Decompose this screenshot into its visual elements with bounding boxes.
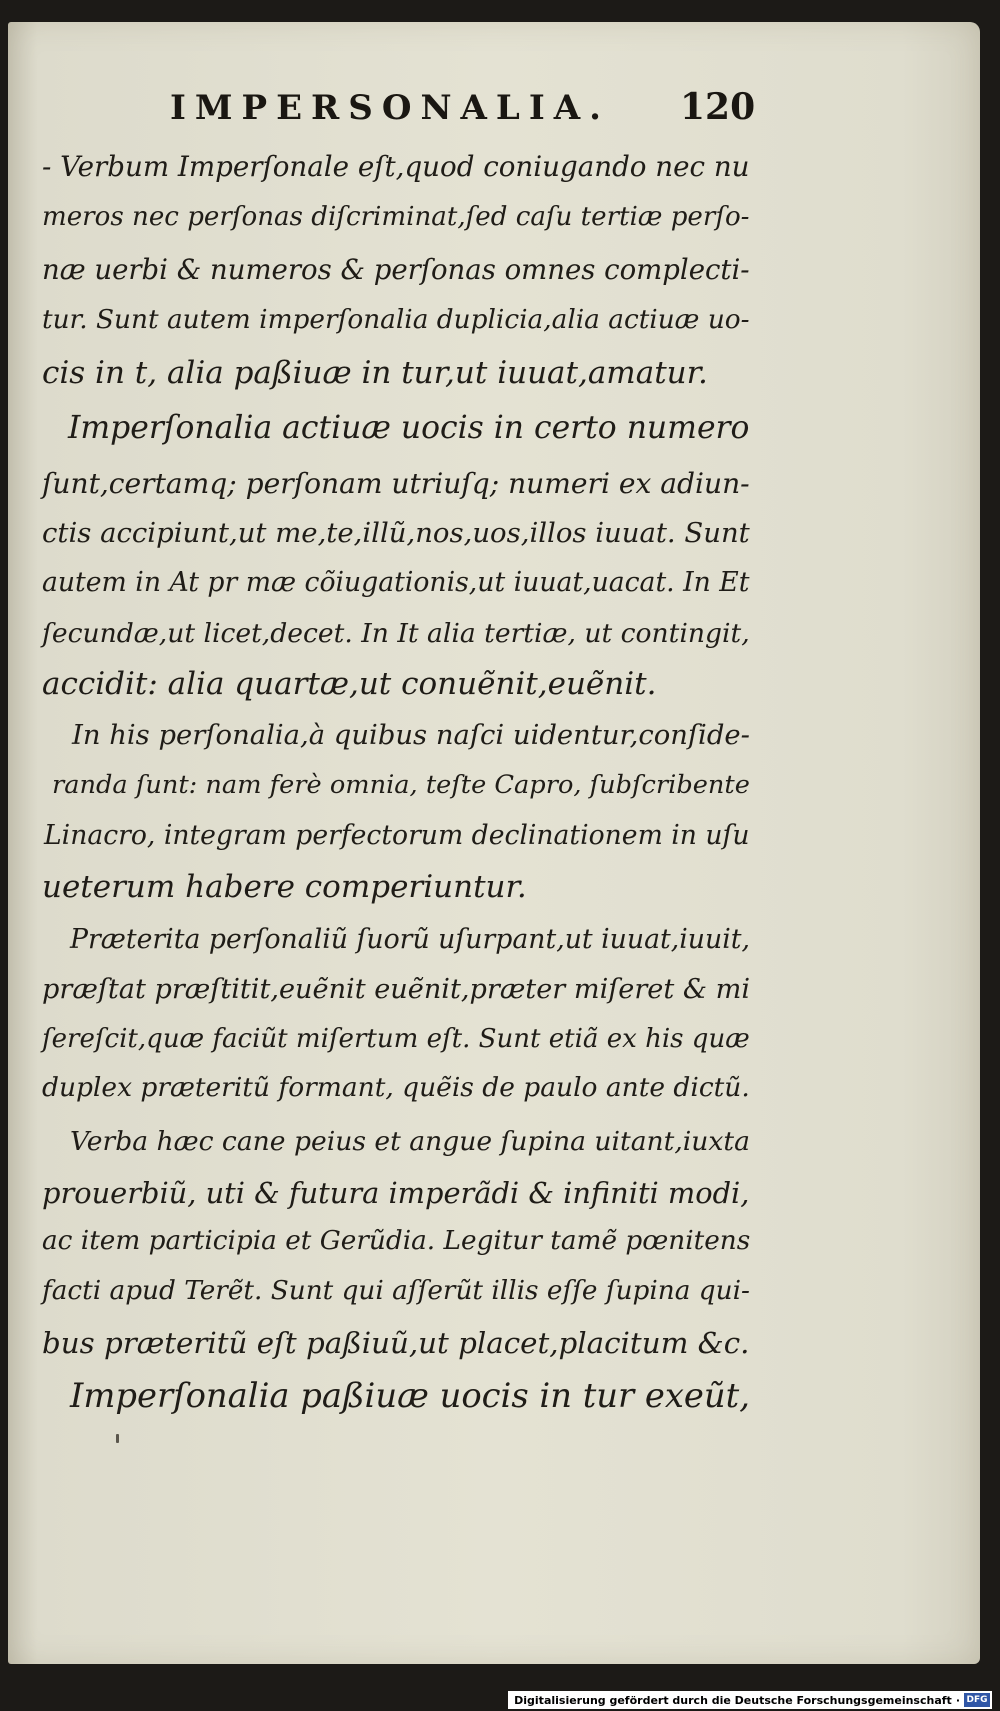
text-line: Linacro, integram perfectorum declinationem in uſu <box>44 820 750 851</box>
text-line: præſtat præſtitit,euẽnit euẽnit,præter miſeret & mi <box>42 974 751 1005</box>
text-line: ueterum habere comperiuntur. <box>42 869 527 905</box>
page-number: 120 <box>680 86 756 128</box>
text-line: facti apud Terẽt. Sunt qui aſſerũt illis eſſe ſupina qui- <box>42 1276 750 1306</box>
dfg-logo: DFG <box>964 1693 990 1707</box>
text-line: - Verbum Imperſonale eſt,quod coniugando nec nu <box>42 150 750 183</box>
text-line: autem in At pr mæ cõiugationis,ut iuuat,uacat. In Et <box>42 567 750 598</box>
text-line: ſunt,certamq; perſonam utriuſq; numeri ex adiun- <box>42 467 750 500</box>
text-line: randa ſunt: nam ferè omnia, teſte Capro, ſubſcribente <box>52 770 750 800</box>
section-heading-line: Imperſonalia actiuæ uocis in certo numero <box>68 410 750 446</box>
ink-speck <box>116 1434 119 1443</box>
running-header: IMPERSONALIA. <box>170 88 610 128</box>
text-line: tur. Sunt autem imperſonalia duplicia,alia actiuæ uo- <box>42 305 750 335</box>
funding-credit <box>508 1691 992 1709</box>
section-heading-line: Imperſonalia paßiuæ uocis in tur exeũt, <box>70 1376 750 1415</box>
text-line: næ uerbi & numeros & perſonas omnes complecti- <box>42 254 750 286</box>
text-line: ſereſcit,quæ faciũt miſertum eſt. Sunt etiã ex his quæ <box>42 1024 750 1054</box>
text-line: duplex præteritũ formant, quẽis de paulo ante dictũ. <box>42 1072 750 1103</box>
text-line: In his perſonalia,à quibus naſci uidentur,conſide- <box>72 720 750 751</box>
funding-text: Digitalisierung gefördert durch die Deutsche Forschungsgemeinschaft <box>514 1693 952 1707</box>
text-line: ctis accipiunt,ut me,te,illũ,nos,uos,illos iuuat. Sunt <box>42 517 750 549</box>
text-line: meros nec perſonas diſcriminat,ſed caſu tertiæ perſo- <box>42 202 750 232</box>
book-page <box>8 22 980 1664</box>
text-line: ac item participia et Gerũdia. Legitur tamẽ pœnitens <box>42 1226 751 1256</box>
footer-separator: · <box>955 1693 960 1707</box>
text-line: Præterita perſonaliũ ſuorũ uſurpant,ut iuuat,iuuit, <box>70 924 750 955</box>
text-line: cis in t, alia paßiuæ in tur,ut iuuat,amatur. <box>42 355 708 391</box>
text-line: accidit: alia quartæ,ut conuẽnit,euẽnit. <box>42 666 657 702</box>
text-line: Verba hæc cane peius et angue ſupina uitant,iuxta <box>70 1126 750 1157</box>
text-line: bus præteritũ eſt paßiuũ,ut placet,placitum &c. <box>42 1326 750 1360</box>
text-line: ſecundæ,ut licet,decet. In It alia tertiæ, ut contingit, <box>42 618 750 649</box>
text-line: prouerbiũ, uti & futura imperãdi & infiniti modi, <box>42 1176 750 1210</box>
